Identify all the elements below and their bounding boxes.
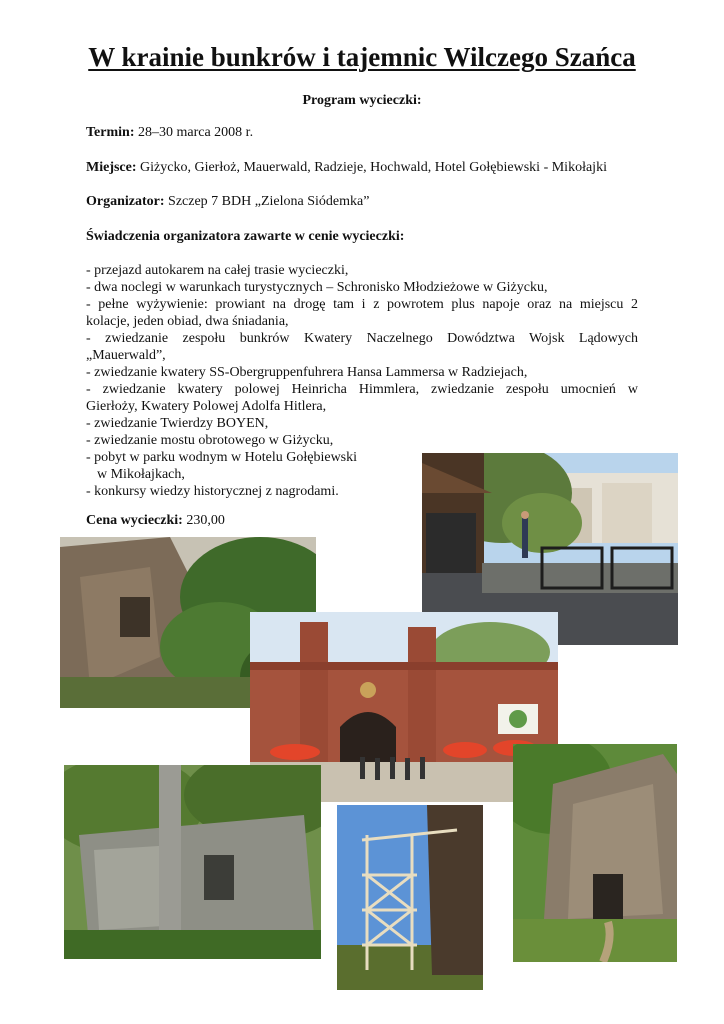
service-item: - przejazd autokarem na całej trasie wycieczki, xyxy=(86,263,349,278)
organizer-line xyxy=(86,193,369,210)
service-item: - pełne wyżywienie: prowiant na drogę tam i z powrotem plus napoje oraz na miejscu 2 xyxy=(86,297,638,312)
forest-bunker-photo xyxy=(64,765,321,959)
program-heading: Program wycieczki: xyxy=(302,93,422,108)
organizer-label: Organizator: xyxy=(86,194,165,209)
observation-tower-photo xyxy=(337,805,483,990)
term-line xyxy=(86,124,253,141)
service-item-continued: kolacje, jeden obiad, dwa śniadania, xyxy=(86,314,289,329)
price-label: Cena wycieczki: xyxy=(86,513,183,528)
document-title: W krainie bunkrów i tajemnic Wilczego Szańca xyxy=(88,42,636,72)
term-value: 28–30 marca 2008 r. xyxy=(137,125,254,140)
service-item: - zwiedzanie kwatery polowej Heinricha Himmlera, zwiedzanie zespołu umocnień w xyxy=(86,382,638,397)
service-item-continued: „Mauerwald”, xyxy=(86,348,166,363)
services-heading: Świadczenia organizatora zawarte w cenie wycieczki: xyxy=(86,229,405,244)
price-line xyxy=(86,512,225,529)
term-label: Termin: xyxy=(86,125,135,140)
mossy-bunker-photo xyxy=(513,744,677,962)
service-item-continued: Gierłoży, Kwatery Polowej Adolfa Hitlera, xyxy=(86,399,327,414)
service-item: - dwa noclegi w warunkach turystycznych – Schronisko Młodzieżowe w Giżycku, xyxy=(86,280,548,295)
organizer-value: Szczep 7 BDH „Zielona Siódemka” xyxy=(168,194,370,209)
service-item: - zwiedzanie Twierdzy BOYEN, xyxy=(86,416,269,431)
service-item: - zwiedzanie zespołu bunkrów Kwatery Naczelnego Dowództwa Wojsk Lądowych xyxy=(86,331,638,346)
places-line xyxy=(86,159,607,176)
service-item: - pobyt w parku wodnym w Hotelu Gołębiewski xyxy=(86,450,358,465)
service-item: - zwiedzanie kwatery SS-Obergruppenfuhrera Hansa Lammersa w Radziejach, xyxy=(86,365,528,380)
service-item: - konkursy wiedzy historycznej z nagrodami. xyxy=(86,484,339,499)
service-item: - zwiedzanie mostu obrotowego w Giżycku, xyxy=(86,433,334,448)
places-label: Miejsce: xyxy=(86,160,137,175)
price-value: 230,00 xyxy=(186,513,225,528)
service-item-continued: w Mikołajkach, xyxy=(97,467,185,482)
places-value: Giżycko, Gierłoż, Mauerwald, Radzieje, Hochwald, Hotel Gołębiewski - Mikołajki xyxy=(140,160,607,175)
